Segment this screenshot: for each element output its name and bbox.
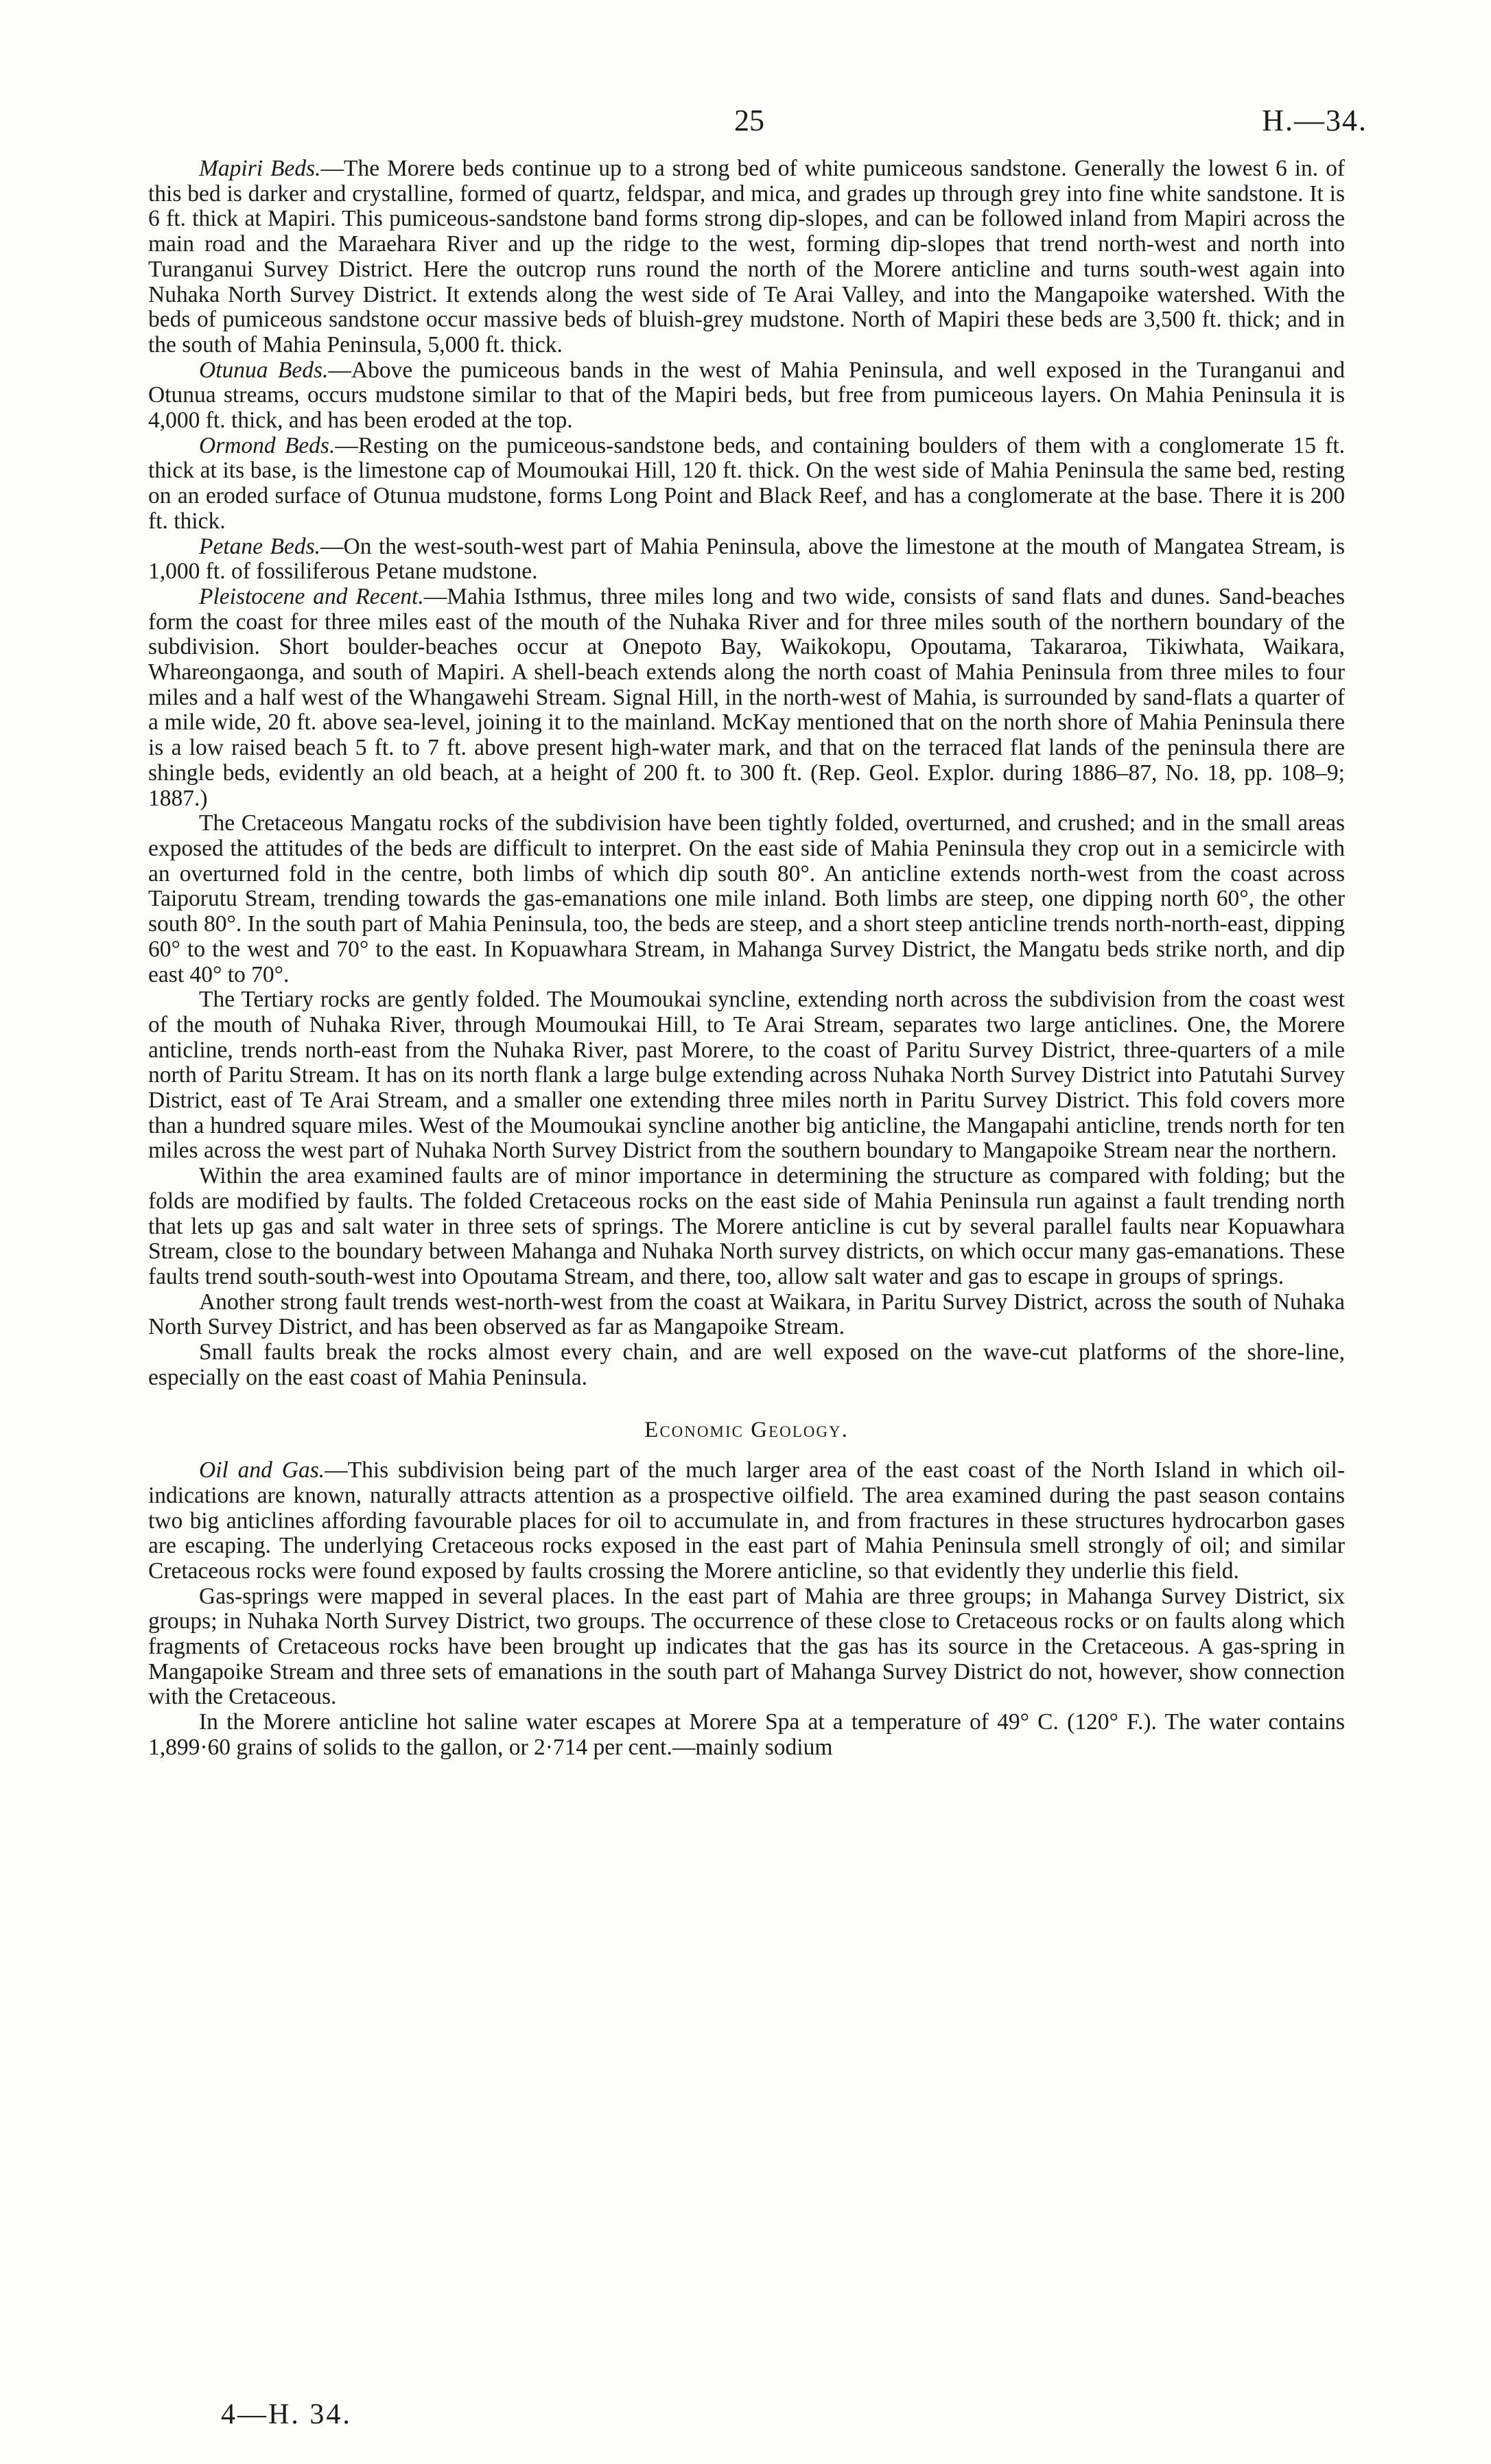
paragraph-text: The Cretaceous Mangatu rocks of the subdivision have been tightly folded, overturned, and crushed; and in the small areas exposed the attitudes of the beds are difficult to interpret. On the east side of Mahia Peninsula they crop out in a semicircle with an overturned fold in the centre, both limbs of which dip south 80°. An anticline extends north-west from the coast across Taiporutu Stream, trending towards the gas-emanations one mile inland. Both limbs are steep, one dipping north 60°, the other south 80°. In the south part of Mahia Peninsula, too, the beds are steep, and a short steep anticline trends north-north-east, dipping 60° to the west and 70° to the east. In Kopuawhara Stream, in Mahanga Survey District, the Mangatu beds strike north, and dip east 40° to 70°.	[148, 810, 1345, 987]
page-number: 25	[734, 104, 764, 137]
paragraph-text: Another strong fault trends west-north-west from the coast at Waikara, in Paritu Survey District, across the south of Nuhaka North Survey District, and has been observed as far as Mangapoike Stream.	[148, 1289, 1345, 1340]
paragraph-ormond-beds	[148, 434, 1345, 535]
paragraph-lead: Ormond Beds.	[199, 432, 336, 458]
paragraph-strong-fault	[148, 1290, 1345, 1340]
paragraph-mapiri-beds	[148, 156, 1345, 358]
paragraph-text: —This subdivision being part of the much larger area of the east coast of the North Island in which oil-indications are known, naturally attracts attention as a prospective oilfield. The area examined during the past season contains two big anticlines affording favourable places for oil to accumulate in, and from fractures in these structures hydrocarbon gases are escaping. The underlying Cretaceous rocks exposed in the east part of Mahia Peninsula smell strongly of oil; and similar Cretaceous rocks were found exposed by faults crossing the Morere anticline, so that evidently they underlie this field.	[148, 1457, 1345, 1584]
paragraph-otunua-beds	[148, 358, 1345, 434]
paragraph-pleistocene-recent	[148, 585, 1345, 811]
paragraph-lead: Oil and Gas.	[199, 1457, 325, 1483]
document-reference: H.—34.	[1262, 104, 1367, 137]
paragraph-lead: Mapiri Beds.	[199, 156, 321, 181]
page-body	[148, 156, 1345, 1761]
paragraph-lead: Pleistocene and Recent.	[199, 583, 424, 609]
paragraph-morere-spa	[148, 1710, 1345, 1760]
paragraph-oil-and-gas	[148, 1458, 1345, 1584]
paragraph-text: —Resting on the pumiceous-sandstone beds, and containing boulders of them with a conglomerate 15 ft. thick at its base, is the limestone cap of Moumoukai Hill, 120 ft. thick. On the west side of Mahia Peninsula the same bed, resting on an eroded surface of Otunua mudstone, forms Long Point and Black Reef, and has a conglomerate at the base. There it is 200 ft. thick.	[148, 432, 1346, 534]
paragraph-text: Small faults break the rocks almost every chain, and are well exposed on the wave-cut platforms of the shore-line, especially on the east coast of Mahia Peninsula.	[148, 1339, 1345, 1390]
paragraph-text: Within the area examined faults are of minor importance in determining the structure as compared with folding; but the folds are modified by faults. The folded Cretaceous rocks on the east side of Mahia Peninsula run against a fault trending north that lets up gas and salt water in three sets of springs. The Morere anticline is cut by several parallel faults near Kopuawhara Stream, close to the boundary between Mahanga and Nuhaka North survey districts, on which occur many gas-emanations. These faults trend south-south-west into Opoutama Stream, and there, too, allow salt water and gas to escape in groups of springs.	[148, 1163, 1345, 1289]
paragraph-petane-beds	[148, 535, 1345, 585]
paragraph-faults	[148, 1164, 1345, 1290]
paragraph-text: —Mahia Isthmus, three miles long and two wide, consists of sand flats and dunes. Sand-beaches form the coast for three miles east of the mouth of the Nuhaka River and for three miles south of the northern boundary of the subdivision. Short boulder-beaches occur at Onepoto Bay, Waikokopu, Opoutama, Takararoa, Tikiwhata, Waikara, Whareongaonga, and south of Mapiri. A shell-beach extends along the north coast of Mahia Peninsula from three miles to four miles and a half west of the Whangawehi Stream. Signal Hill, in the north-west of Mahia, is surrounded by sand-flats a quarter of a mile wide, 20 ft. above sea-level, joining it to the mainland. McKay mentioned that on the north shore of Mahia Peninsula there is a low raised beach 5 ft. to 7 ft. above present high-water mark, and that on the terraced flat lands of the peninsula there are shingle beds, evidently an old beach, at a height of 200 ft. to 300 ft. (Rep. Geol. Explor. during 1886–87, No. 18, pp. 108–9; 1887.)	[148, 583, 1346, 811]
paragraph-text: The Tertiary rocks are gently folded. The Moumoukai syncline, extending north across the subdivision from the coast west of the mouth of Nuhaka River, through Moumoukai Hill, to Te Arai Stream, separates two large anticlines. One, the Morere anticline, trends north-east from the Nuhaka River, past Morere, to the coast of Paritu Survey District, three-quarters of a mile north of Paritu Stream. It has on its north flank a large bulge extending across Nuhaka North Survey District into Patutahi Survey District, east of Te Arai Stream, and a smaller one extending three miles north in Paritu Survey District. This fold covers more than a hundred square miles. West of the Moumoukai syncline another big anticline, the Mangapahi anticline, trends north for ten miles across the west part of Nuhaka North Survey District from the southern boundary to Mangapoike Stream near the northern.	[148, 987, 1345, 1164]
paragraph-text: In the Morere anticline hot saline water escapes at Morere Spa at a temperature of 49° C. (120° F.). The water contains 1,899·60 grains of solids to the gallon, or 2·714 per cent.—mainly sodium	[148, 1709, 1345, 1760]
paragraph-lead: Otunua Beds.	[199, 357, 329, 383]
paragraph-text: —On the west-south-west part of Mahia Peninsula, above the limestone at the mouth of Mangatea Stream, is 1,000 ft. of fossiliferous Petane mudstone.	[148, 533, 1345, 585]
printer-signature: 4—H. 34.	[221, 2399, 352, 2430]
paragraph-text: —Above the pumiceous bands in the west of Mahia Peninsula, and well exposed in the Turanganui and Otunua streams, occurs mudstone similar to that of the Mapiri beds, but free from pumiceous layers. On Mahia Peninsula it is 4,000 ft. thick, and has been eroded at the top.	[148, 357, 1345, 434]
paragraph-lead: Petane Beds.	[199, 533, 321, 559]
section-heading-economic-geology: Economic Geology.	[644, 1418, 849, 1443]
paragraph-gas-springs	[148, 1584, 1345, 1711]
page-header	[0, 103, 1491, 144]
paragraph-text: —The Morere beds continue up to a strong bed of white pumiceous sandstone. Generally the lowest 6 in. of this bed is darker and crystalline, formed of quartz, feldspar, and mica, and grades up through grey into fine white sandstone. It is 6 ft. thick at Mapiri. This pumiceous-sandstone band forms strong dip-slopes, and can be followed inland from Mapiri across the main road and the Maraehara River and up the ridge to the west, forming dip-slopes that trend north-west and north into Turanganui Survey District. Here the outcrop runs round the north of the Morere anticline and turns south-west again into Nuhaka North Survey District. It extends along the west side of Te Arai Valley, and into the Mangapoike watershed. With the beds of pumiceous sandstone occur massive beds of bluish-grey mudstone. North of Mapiri these beds are 3,500 ft. thick; and in the south of Mahia Peninsula, 5,000 ft. thick.	[148, 156, 1345, 357]
paragraph-tertiary-folding	[148, 987, 1345, 1164]
paragraph-cretaceous-folding	[148, 811, 1345, 987]
paragraph-small-faults	[148, 1340, 1345, 1390]
paragraph-text: Gas-springs were mapped in several places. In the east part of Mahia are three groups; in Mahanga Survey District, six groups; in Nuhaka North Survey District, two groups. The occurrence of these close to Cretaceous rocks or on faults along which fragments of Cretaceous rocks have been brought up indicates that the gas has its source in the Cretaceous. A gas-spring in Mangapoike Stream and three sets of emanations in the south part of Mahanga Survey District do not, however, show connection with the Cretaceous.	[148, 1583, 1345, 1710]
